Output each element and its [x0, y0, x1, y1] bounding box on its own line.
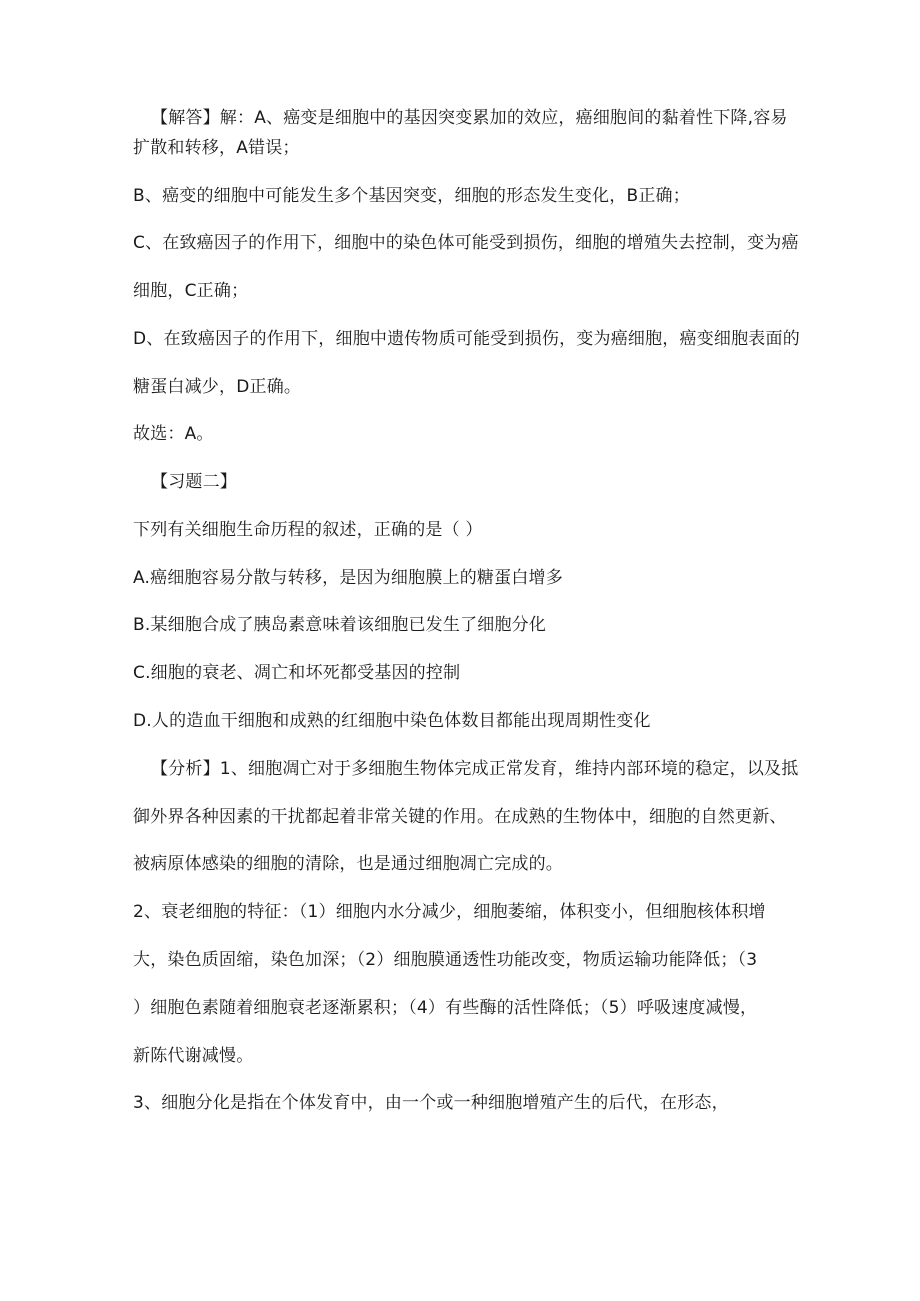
option-c: C.细胞的衰老、凋亡和坏死都受基因的控制 — [133, 663, 461, 683]
answer-line-2: 扩散和转移，A错误； — [133, 138, 300, 158]
differentiation-line-1: 3、细胞分化是指在个体发育中，由一个或一种细胞增殖产生的后代，在形态， — [133, 1093, 729, 1113]
option-b-explanation: B、癌变的细胞中可能发生多个基因突变，细胞的形态发生变化，B正确； — [133, 186, 690, 206]
question-stem: 下列有关细胞生命历程的叙述，正确的是（ ） — [133, 520, 483, 540]
option-b: B.某细胞合成了胰岛素意味着该细胞已发生了细胞分化 — [133, 615, 547, 635]
analysis-line-1: 【分析】1、细胞凋亡对于多细胞生物体完成正常发育，维持内部环境的稳定，以及抵 — [151, 759, 799, 779]
aging-features-line-3: ）细胞色素随着细胞衰老逐渐累积；（4）有些酶的活性降低；（5）呼吸速度减慢， — [133, 998, 758, 1018]
aging-features-line-1: 2、衰老细胞的特征：（1）细胞内水分减少，细胞萎缩，体积变小，但细胞核体积增 — [133, 902, 766, 922]
option-d-explanation-line-1: D、在致癌因子的作用下，细胞中遗传物质可能受到损伤，变为癌细胞，癌变细胞表面的 — [133, 329, 800, 349]
aging-features-line-4: 新陈代谢减慢。 — [133, 1046, 254, 1066]
option-c-explanation-line-1: C、在致癌因子的作用下，细胞中的染色体可能受到损伤，细胞的增殖失去控制，变为癌 — [133, 233, 799, 253]
exercise-heading: 【习题二】 — [151, 472, 237, 492]
option-d: D.人的造血干细胞和成熟的红细胞中染色体数目都能出现周期性变化 — [133, 711, 651, 731]
aging-features-line-2: 大，染色质固缩，染色加深；（2）细胞膜通透性功能改变，物质运输功能降低；（3 — [133, 950, 758, 970]
answer-choice: 故选：A。 — [133, 424, 214, 444]
analysis-line-2: 御外界各种因素的干扰都起着非常关键的作用。在成熟的生物体中，细胞的自然更新、 — [133, 807, 787, 827]
option-a: A.癌细胞容易分散与转移，是因为细胞膜上的糖蛋白增多 — [133, 568, 563, 588]
answer-line-1: 【解答】解：A、癌变是细胞中的基因突变累加的效应，癌细胞间的黏着性下降,容易 — [151, 108, 788, 128]
analysis-line-3: 被病原体感染的细胞的清除，也是通过细胞凋亡完成的。 — [133, 854, 563, 874]
option-c-explanation-line-2: 细胞，C正确； — [133, 281, 249, 301]
option-d-explanation-line-2: 糖蛋白减少，D正确。 — [133, 377, 302, 397]
